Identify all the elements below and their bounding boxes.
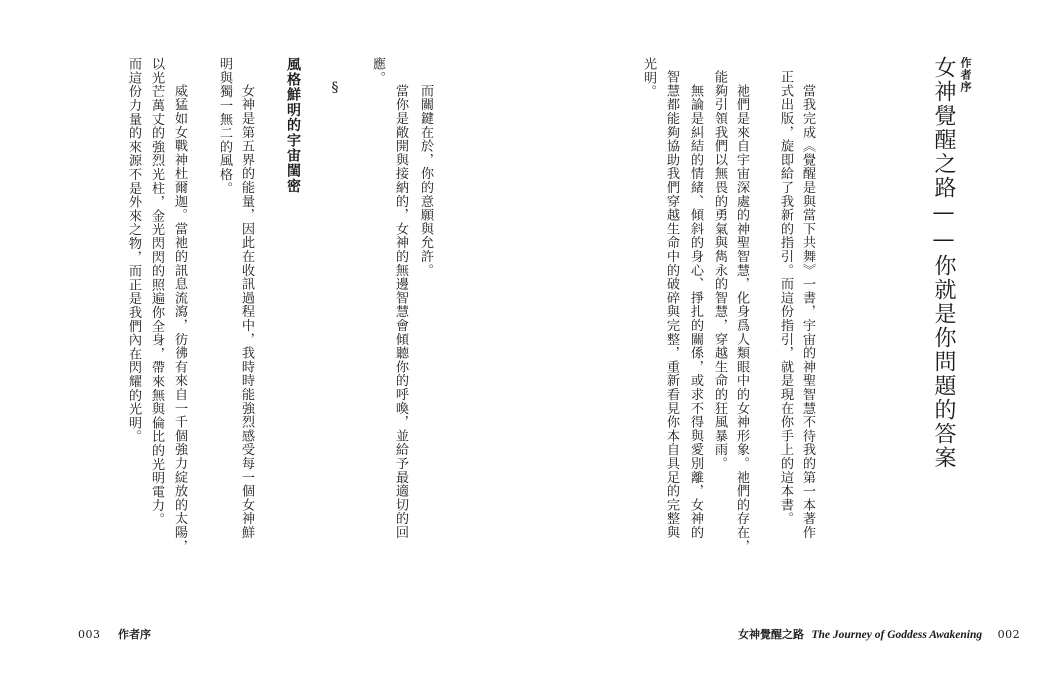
body-column: 正式出版，旋即給了我新的指引。而這份指引，就是現在你手上的這本書。: [778, 70, 793, 526]
body-column: 能夠引領我們以無畏的勇氣與雋永的智慧，穿越生命的狂風暴雨。: [712, 70, 727, 471]
body-column: 當你是敞開與接納的，女神的無邊智慧會傾聽你的呼喚，並給予最適切的回: [393, 70, 408, 540]
body-column: 女神是第五界的能量，因此在收訊過程中，我時時能強烈感受每一個女神鮮: [239, 70, 254, 540]
running-head-english: The Journey of Goddess Awakening: [811, 629, 983, 641]
section-mark: §: [327, 80, 343, 96]
body-column: 威猛如女戰神杜爾迦。當祂的訊息流瀉，彷彿有來自一千個強力綻放的太陽，: [172, 70, 187, 553]
section-label: 作者序: [959, 57, 972, 93]
body-column: 明與獨一無二的風格。: [217, 57, 232, 195]
body-column: 光明。: [641, 57, 656, 99]
subheading: 風格鮮明的宇宙閨密: [285, 57, 301, 194]
body-column: 祂們是來自宇宙深處的神聖智慧，化身爲人類眼中的女神形象。祂們的存在，: [734, 70, 749, 553]
page-number: 002: [997, 628, 1021, 641]
body-column: 而這份力量的來源不是外來之物，而正是我們內在閃耀的光明。: [126, 57, 141, 444]
page-number: 003: [78, 628, 101, 641]
running-head: 女神覺醒之路: [738, 628, 804, 641]
chapter-title: 女神覺醒之路——你就是你問題的答案: [931, 56, 956, 470]
right-footer: [738, 626, 1020, 642]
body-column: 智慧都能夠協助我們穿越生命中的破碎與完整，重新看見你本自具足的完整與: [664, 70, 679, 540]
body-column: 而關鍵在於，你的意願與允許。: [418, 70, 433, 277]
running-head: 作者序: [118, 628, 151, 641]
left-footer: [78, 626, 151, 642]
body-column: 無論是糾結的情緒、傾斜的身心、掙扎的關係，或求不得與愛別離，女神的: [688, 70, 703, 540]
body-column: 應。: [370, 57, 385, 85]
body-column: 當我完成《覺醒是與當下共舞》一書，宇宙的神聖智慧不待我的第一本著作: [800, 70, 815, 540]
body-column: 以光芒萬丈的強烈光柱，金光閃閃的照遍你全身，帶來無與倫比的光明電力。: [149, 57, 164, 527]
